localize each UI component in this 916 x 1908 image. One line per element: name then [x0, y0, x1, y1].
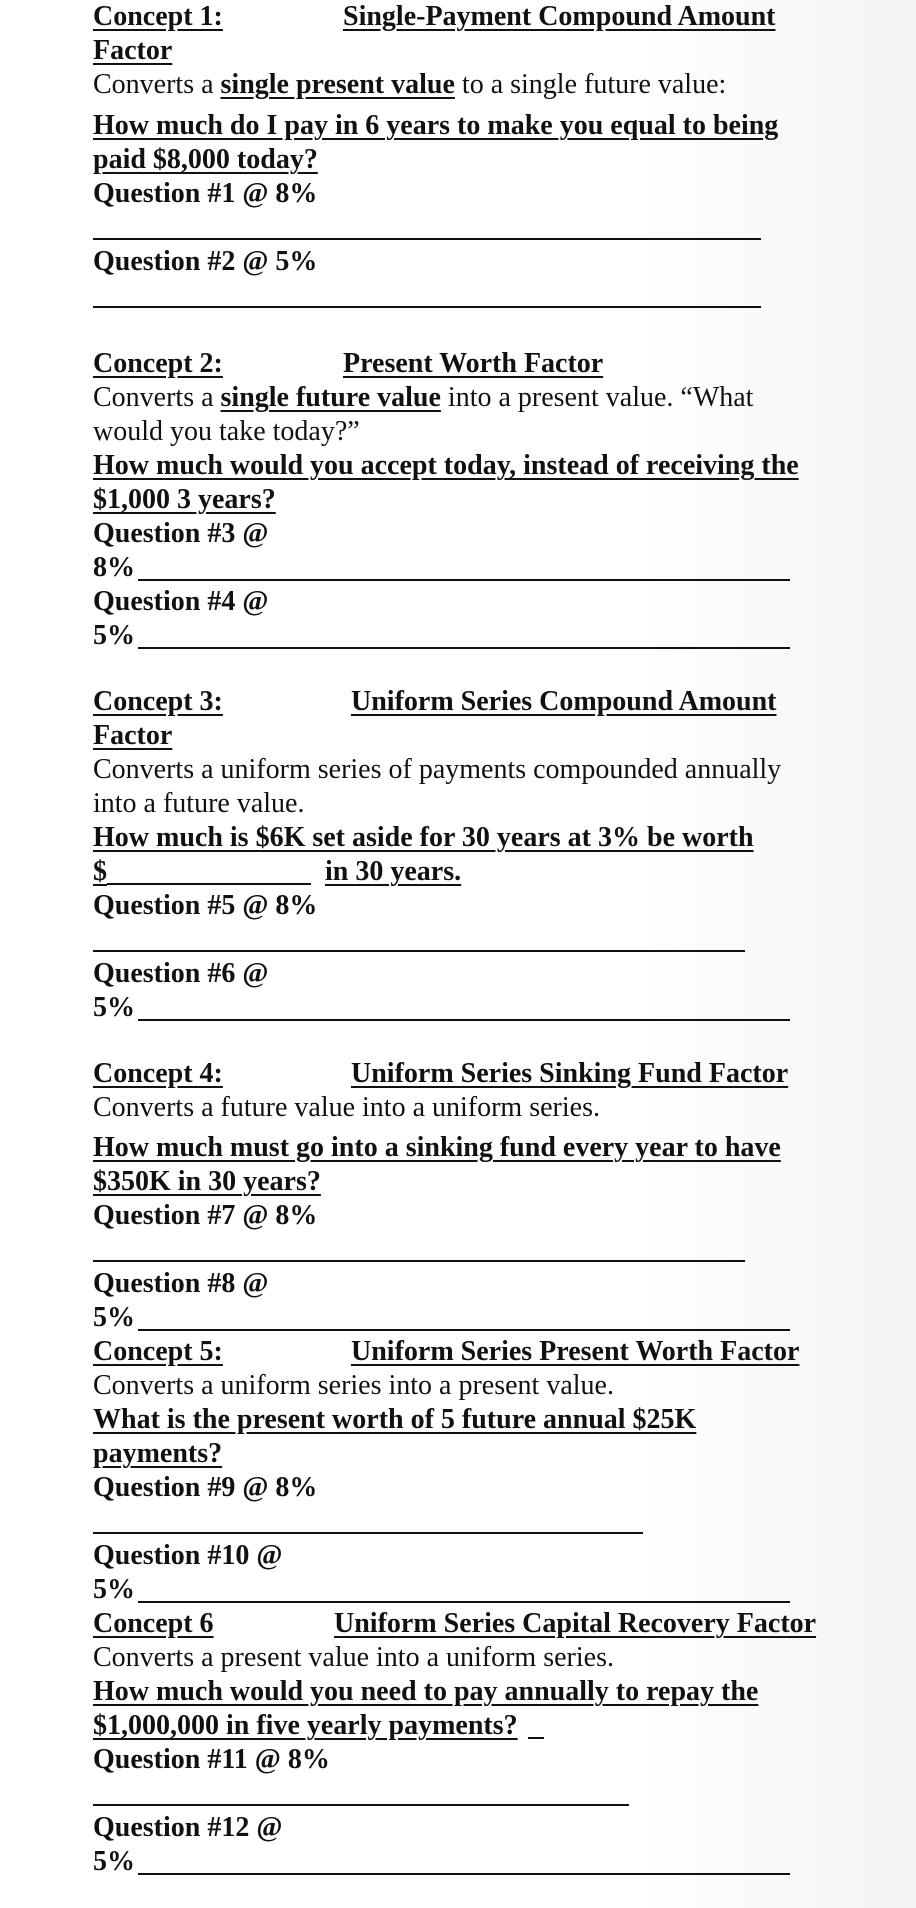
concept-6-description-line1: Converts a present value into a uniform series.	[93, 1642, 614, 1673]
concept-1-label: Concept 1:	[93, 1, 223, 32]
question-11-label: Question #11 @ 8%	[93, 1744, 330, 1775]
concept-4-question-line1: How much must go into a sinking fund every year to have	[93, 1132, 781, 1163]
question-5-answer-line	[93, 950, 745, 952]
concept-3-description-line2: into a future value.	[93, 788, 305, 819]
concept-3-title-cont: Factor	[93, 720, 173, 751]
concept-1-desc-suffix: to a single future value:	[454, 69, 727, 100]
concept-3-title: Uniform Series Compound Amount	[351, 686, 777, 717]
concept-2-question-line1: How much would you accept today, instead of receiving the	[93, 450, 799, 481]
concept-3-question-dollar: $	[93, 856, 107, 887]
concept-1-title-cont: Factor	[93, 35, 173, 66]
question-10-answer-line	[138, 1601, 790, 1603]
question-4-rate: 5%	[93, 620, 135, 651]
question-9-answer-line	[93, 1532, 643, 1534]
question-3-answer-line	[138, 579, 790, 581]
question-5-label: Question #5 @ 8%	[93, 890, 318, 921]
question-7-label: Question #7 @ 8%	[93, 1200, 318, 1231]
concept-1-description	[93, 68, 726, 102]
question-6-answer-line	[138, 1019, 790, 1021]
concept-2-question-line2: $1,000 3 years?	[93, 484, 276, 515]
question-1-label: Question #1 @ 8%	[93, 178, 318, 209]
question-8-rate: 5%	[93, 1302, 135, 1333]
concept-3-question-line1: How much is $6K set aside for 30 years at 3% be worth	[93, 822, 754, 853]
question-12-rate: 5%	[93, 1846, 135, 1877]
concept-3-question-blank	[107, 883, 311, 885]
concept-2-label: Concept 2:	[93, 348, 223, 379]
concept-4-title: Uniform Series Sinking Fund Factor	[351, 1058, 789, 1089]
question-6-label: Question #6 @	[93, 958, 269, 989]
question-10-rate: 5%	[93, 1574, 135, 1605]
concept-6-question-line1: How much would you need to pay annually to repay the	[93, 1676, 759, 1707]
question-7-answer-line	[93, 1260, 745, 1262]
question-3-label: Question #3 @	[93, 518, 269, 549]
concept-2-desc-suffix: into a present value. “What	[440, 382, 754, 413]
concept-2-title: Present Worth Factor	[343, 348, 604, 379]
question-4-label: Question #4 @	[93, 586, 269, 617]
concept-5-question-line2: payments?	[93, 1438, 223, 1469]
question-8-label: Question #8 @	[93, 1268, 269, 1299]
concept-6-title: Uniform Series Capital Recovery Factor	[334, 1608, 817, 1639]
question-10-label: Question #10 @	[93, 1540, 283, 1571]
question-3-rate: 8%	[93, 552, 135, 583]
concept-4-description-line1: Converts a future value into a uniform series.	[93, 1092, 600, 1123]
concept-1-question-line1: How much do I pay in 6 years to make you equal to being	[93, 110, 779, 141]
question-11-answer-line	[93, 1804, 629, 1806]
concept-3-question-suffix: in 30 years.	[325, 856, 462, 887]
concept-3-label: Concept 3:	[93, 686, 223, 717]
concept-1-question-line2: paid $8,000 today?	[93, 144, 318, 175]
question-1-answer-line	[93, 238, 761, 240]
concept-4-question-line2: $350K in 30 years?	[93, 1166, 321, 1197]
question-6-rate: 5%	[93, 992, 135, 1023]
concept-2-desc-prefix: Converts a	[93, 382, 221, 413]
concept-1-desc-key: single present value	[220, 69, 455, 100]
concept-2-desc-key: single future value	[220, 382, 441, 413]
concept-5-title: Uniform Series Present Worth Factor	[351, 1336, 800, 1367]
concept-5-label: Concept 5:	[93, 1336, 223, 1367]
question-12-label: Question #12 @	[93, 1812, 283, 1843]
concept-5-description-line1: Converts a uniform series into a present value.	[93, 1370, 614, 1401]
concept-2-description-line2: would you take today?”	[93, 416, 360, 447]
question-9-label: Question #9 @ 8%	[93, 1472, 318, 1503]
question-12-answer-line	[138, 1873, 790, 1875]
concept-3-description-line1: Converts a uniform series of payments compounded annually	[93, 754, 782, 785]
concept-5-question-line1: What is the present worth of 5 future annual $25K	[93, 1404, 697, 1435]
concept-6-question-trailing-blank	[528, 1737, 544, 1739]
question-8-answer-line	[138, 1329, 790, 1331]
concept-1-title: Single-Payment Compound Amount	[343, 1, 776, 32]
concept-2-description	[93, 381, 753, 415]
concept-6-label: Concept 6	[93, 1608, 214, 1639]
concept-1-desc-prefix: Converts a	[93, 69, 221, 100]
question-2-label: Question #2 @ 5%	[93, 246, 318, 277]
question-2-answer-line	[93, 306, 761, 308]
question-4-answer-line	[138, 647, 790, 649]
concept-4-label: Concept 4:	[93, 1058, 223, 1089]
concept-6-question-line2: $1,000,000 in five yearly payments?	[93, 1710, 518, 1741]
